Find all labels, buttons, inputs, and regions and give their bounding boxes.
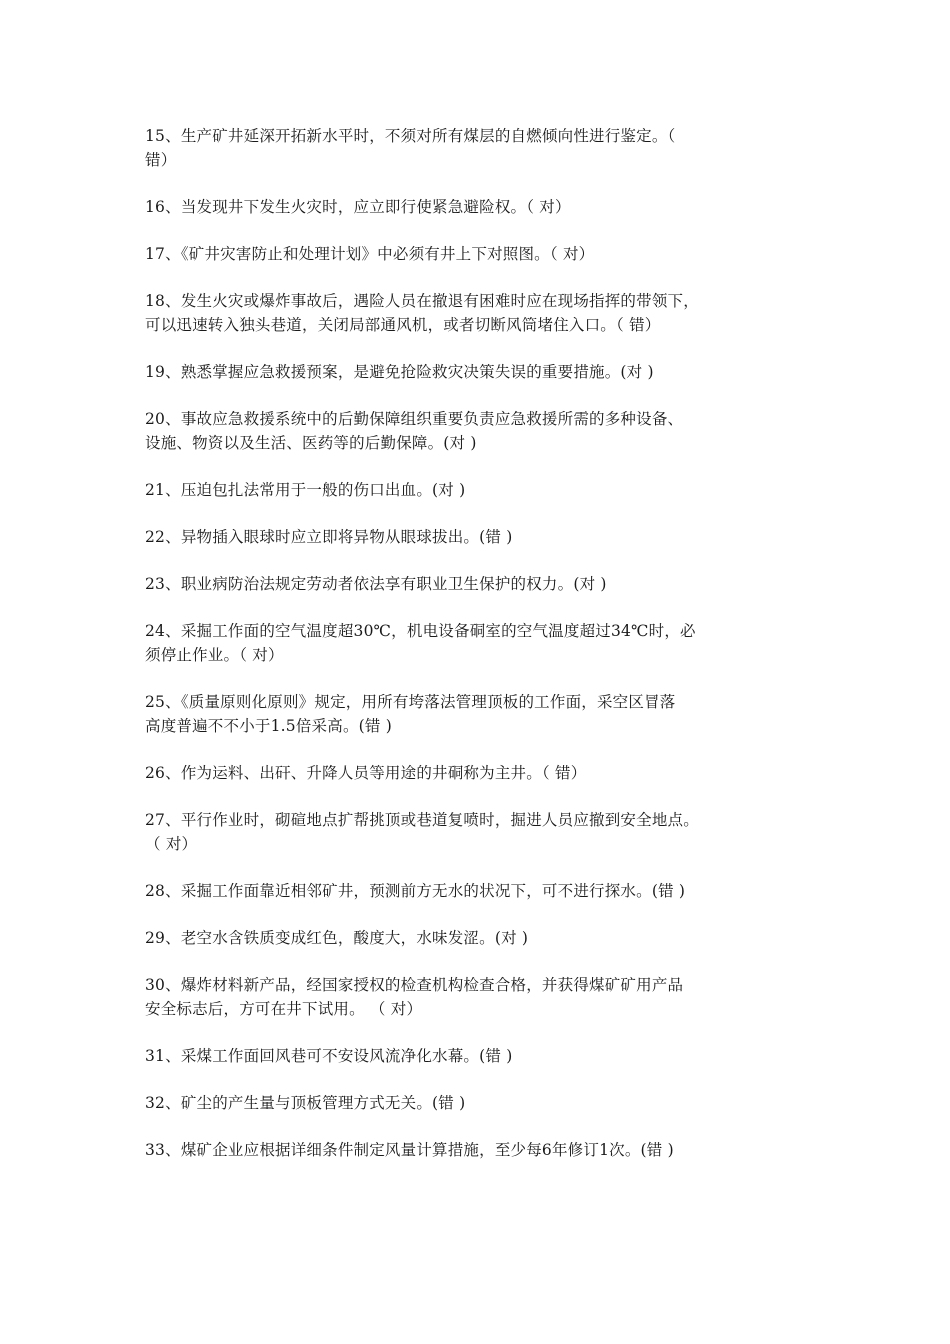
- question-line: 31、采煤工作面回风巷可不安设风流净化水幕。(错 ): [145, 1047, 513, 1065]
- question-item: [145, 525, 810, 549]
- question-item: [145, 572, 810, 596]
- question-item: [145, 289, 810, 337]
- question-item: [145, 478, 810, 502]
- question-line: 21、压迫包扎法常用于一般的伤口出血。(对 ): [145, 481, 466, 499]
- question-line: 20、事故应急救援系统中的后勤保障组织重要负责应急救援所需的多种设备、: [145, 410, 684, 428]
- question-item: [145, 619, 810, 667]
- question-line: 29、老空水含铁质变成红色，酸度大，水味发涩。(对 ): [145, 929, 529, 947]
- question-item: [145, 690, 810, 738]
- question-list: [145, 124, 810, 1185]
- question-item: [145, 407, 810, 455]
- question-line: 19、熟悉掌握应急救援预案，是避免抢险救灾决策失误的重要措施。(对 ): [145, 363, 654, 381]
- question-line: 设施、物资以及生活、医药等的后勤保障。(对 ): [145, 434, 477, 452]
- question-line: 18、发生火灾或爆炸事故后，遇险人员在撤退有困难时应在现场指挥的带领下，: [145, 292, 699, 310]
- question-line: 33、煤矿企业应根据详细条件制定风量计算措施，至少每6年修订1次。(错 ): [145, 1141, 674, 1159]
- question-line: 高度普遍不不小于1.5倍采高。(错 ): [145, 717, 392, 735]
- question-line: 15、生产矿井延深开拓新水平时，不须对所有煤层的自燃倾向性进行鉴定。（: [145, 127, 676, 145]
- question-item: [145, 360, 810, 384]
- question-line: 22、异物插入眼球时应立即将异物从眼球拔出。(错 ): [145, 528, 513, 546]
- question-item: [145, 1044, 810, 1068]
- question-line: 26、作为运料、出矸、升降人员等用途的井硐称为主井。（ 错）: [145, 764, 587, 782]
- question-item: [145, 808, 810, 856]
- question-line: 安全标志后，方可在井下试用。 （ 对）: [145, 1000, 423, 1018]
- question-line: 30、爆炸材料新产品，经国家授权的检查机构检查合格，并获得煤矿矿用产品: [145, 976, 684, 994]
- question-item: [145, 761, 810, 785]
- question-line: 可以迅速转入独头巷道，关闭局部通风机，或者切断风筒堵住入口。（ 错）: [145, 316, 661, 334]
- question-item: [145, 973, 810, 1021]
- question-line: 27、平行作业时，砌碹地点扩帮挑顶或巷道复喷时，掘进人员应撤到安全地点。: [145, 811, 699, 829]
- question-line: （ 对）: [145, 835, 198, 853]
- question-line: 16、当发现井下发生火灾时，应立即行使紧急避险权。（ 对）: [145, 198, 571, 216]
- question-item: [145, 1138, 810, 1162]
- question-item: [145, 195, 810, 219]
- question-line: 24、采掘工作面的空气温度超30℃，机电设备硐室的空气温度超过34℃时，必: [145, 622, 696, 640]
- question-item: [145, 242, 810, 266]
- question-item: [145, 124, 810, 172]
- question-line: 32、矿尘的产生量与顶板管理方式无关。(错 ): [145, 1094, 466, 1112]
- question-line: 错）: [145, 151, 177, 169]
- question-line: 23、职业病防治法规定劳动者依法享有职业卫生保护的权力。(对 ): [145, 575, 607, 593]
- question-line: 28、采掘工作面靠近相邻矿井，预测前方无水的状况下，可不进行探水。(错 ): [145, 882, 686, 900]
- question-item: [145, 879, 810, 903]
- question-line: 17、《矿井灾害防止和处理计划》中必须有井上下对照图。（ 对）: [145, 245, 595, 263]
- question-item: [145, 926, 810, 950]
- question-line: 须停止作业。（ 对）: [145, 646, 284, 664]
- question-line: 25、《质量原则化原则》规定，用所有垮落法管理顶板的工作面，采空区冒落: [145, 693, 676, 711]
- question-item: [145, 1091, 810, 1115]
